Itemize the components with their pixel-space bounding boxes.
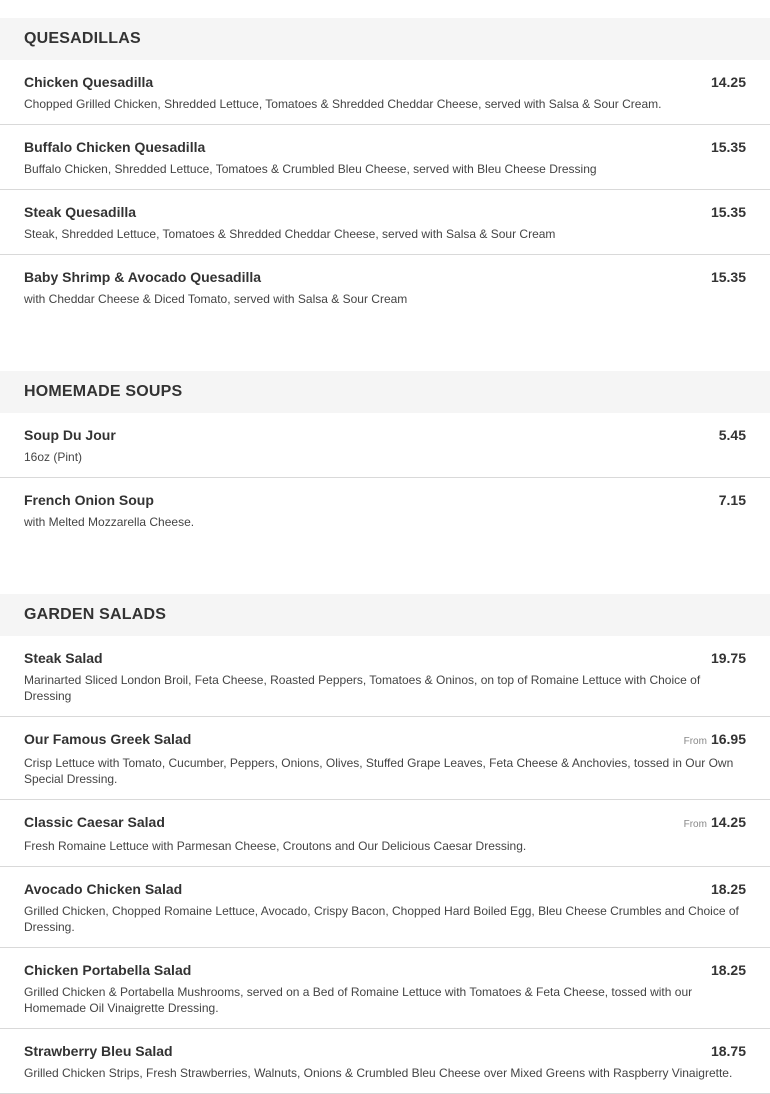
item-description: Fresh Romaine Lettuce with Parmesan Cheese, Croutons and Our Delicious Caesar Dressing. <box>24 839 527 853</box>
item-description: Grilled Chicken & Portabella Mushrooms, served on a Bed of Romaine Lettuce with Tomatoes & Feta Cheese, tossed with our Homemade Oil Vinaigrette Dressing. <box>24 985 693 1015</box>
menu-item[interactable] <box>0 867 770 948</box>
item-price: 18.25 <box>710 962 746 978</box>
item-price: 14.25 <box>710 74 746 90</box>
section-header-salads <box>0 594 770 636</box>
item-name: Classic Caesar Salad <box>24 814 165 830</box>
item-name: French Onion Soup <box>24 492 154 508</box>
section-header-quesadillas <box>0 18 770 60</box>
item-price: 16.95 <box>710 731 746 747</box>
price-group <box>684 731 746 747</box>
item-description: Chopped Grilled Chicken, Shredded Lettuce, Tomatoes & Shredded Cheddar Cheese, served with Salsa & Sour Cream. <box>24 97 662 111</box>
menu-item[interactable] <box>0 255 770 319</box>
menu-item[interactable] <box>0 60 770 125</box>
item-price: 19.75 <box>710 650 746 666</box>
item-description: Grilled Chicken Strips, Fresh Strawberries, Walnuts, Onions & Crumbled Bleu Cheese over Mixed Greens with Raspberry Vinaigrette. <box>24 1066 733 1080</box>
item-description: Marinarted Sliced London Broil, Feta Cheese, Roasted Peppers, Tomatoes & Oninos, on top of Romaine Lettuce with Choice of Dressing <box>24 673 701 703</box>
item-price: 14.25 <box>710 814 746 830</box>
item-price: 15.35 <box>710 269 746 285</box>
section-title: HOMEMADE SOUPS <box>24 383 183 400</box>
menu-item[interactable] <box>0 478 770 542</box>
item-price: 18.25 <box>710 881 746 897</box>
item-name: Steak Quesadilla <box>24 204 137 220</box>
item-price: 5.45 <box>718 427 746 443</box>
item-description: Crisp Lettuce with Tomato, Cucumber, Peppers, Onions, Olives, Stuffed Grape Leaves, Feta Cheese & Anchovies, tossed in Our Own Special Dressing. <box>24 756 734 786</box>
menu-item[interactable] <box>0 636 770 717</box>
item-price: 15.35 <box>710 204 746 220</box>
item-description: with Cheddar Cheese & Diced Tomato, served with Salsa & Sour Cream <box>24 292 408 306</box>
item-price: 7.15 <box>718 492 746 508</box>
item-name: Avocado Chicken Salad <box>24 881 183 897</box>
menu-item[interactable] <box>0 948 770 1029</box>
item-price: 18.75 <box>710 1043 746 1059</box>
price-prefix: From <box>683 819 707 830</box>
section-title: GARDEN SALADS <box>24 606 167 623</box>
menu-item[interactable] <box>0 1029 770 1094</box>
price-group <box>684 814 746 830</box>
item-name: Chicken Portabella Salad <box>24 962 192 978</box>
section-title: QUESADILLAS <box>24 30 141 47</box>
menu-item[interactable] <box>0 800 770 867</box>
item-description: Grilled Chicken, Chopped Romaine Lettuce, Avocado, Crispy Bacon, Chopped Hard Boiled Egg, Bleu Cheese Crumbles and Choice of Dressing. <box>24 904 739 934</box>
menu-item[interactable] <box>0 190 770 255</box>
item-name: Buffalo Chicken Quesadilla <box>24 139 206 155</box>
item-name: Strawberry Bleu Salad <box>24 1043 173 1059</box>
section-header-soups <box>0 371 770 413</box>
item-name: Soup Du Jour <box>24 427 116 443</box>
item-name: Steak Salad <box>24 650 103 666</box>
item-description: with Melted Mozzarella Cheese. <box>24 515 195 529</box>
item-name: Baby Shrimp & Avocado Quesadilla <box>24 269 262 285</box>
menu-item[interactable] <box>0 717 770 800</box>
menu-item[interactable] <box>0 413 770 478</box>
menu-item[interactable] <box>0 125 770 190</box>
section-spacer <box>0 319 770 371</box>
item-description: Steak, Shredded Lettuce, Tomatoes & Shredded Cheddar Cheese, served with Salsa & Sour Cream <box>24 227 556 241</box>
item-price: 15.35 <box>710 139 746 155</box>
item-name: Our Famous Greek Salad <box>24 731 192 747</box>
section-spacer <box>0 542 770 594</box>
item-description: 16oz (Pint) <box>24 450 83 464</box>
item-name: Chicken Quesadilla <box>24 74 154 90</box>
item-description: Buffalo Chicken, Shredded Lettuce, Tomatoes & Crumbled Bleu Cheese, served with Bleu Cheese Dressing <box>24 162 597 176</box>
price-prefix: From <box>683 736 707 747</box>
top-spacer <box>0 0 770 18</box>
